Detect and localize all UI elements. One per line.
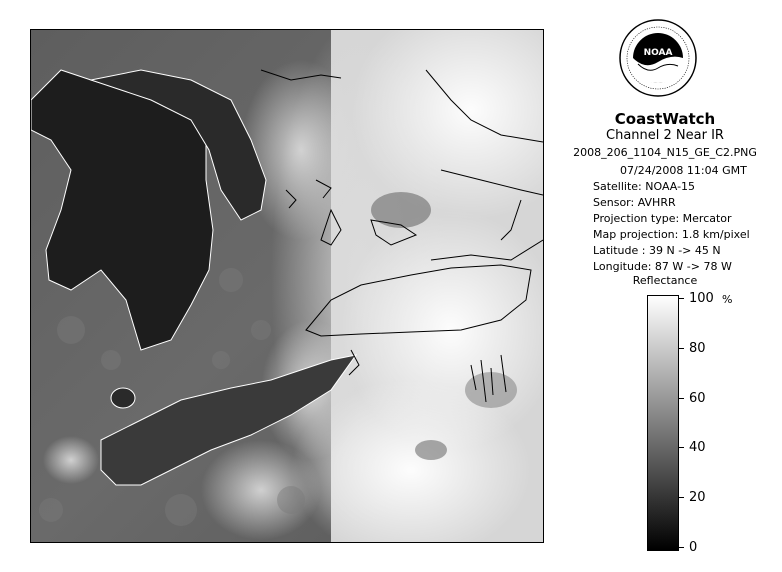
- satellite-map: [31, 30, 543, 542]
- colorbar-tick: [678, 298, 684, 299]
- file-name: 2008_206_1104_N15_GE_C2.PNG: [573, 146, 757, 159]
- logo-text: NOAA: [643, 48, 673, 58]
- colorbar-tick-label: 0: [689, 540, 698, 555]
- colorbar-tick: [678, 497, 684, 498]
- legend-title: Reflectance: [632, 274, 698, 287]
- datetime: 07/24/2008 11:04 GMT: [620, 164, 747, 177]
- colorbar-tick: [678, 447, 684, 448]
- colorbar-tick-label: 80: [689, 341, 706, 356]
- lake-st-clair: [111, 388, 135, 408]
- brand-title: CoastWatch: [614, 110, 716, 128]
- legend-unit: %: [722, 293, 733, 306]
- latitude-range: Latitude : 39 N -> 45 N: [593, 244, 721, 257]
- colorbar-tick-label: 60: [689, 391, 706, 406]
- colorbar-tick: [678, 348, 684, 349]
- noaa-logo: [618, 18, 698, 98]
- longitude-range: Longitude: 87 W -> 78 W: [593, 260, 732, 273]
- projection-type: Projection type: Mercator: [593, 212, 732, 225]
- colorbar-tick-label: 20: [689, 490, 706, 505]
- channel-name: Channel 2 Near IR: [606, 128, 724, 143]
- colorbar-tick-label: 40: [689, 440, 706, 455]
- satellite-image: [30, 29, 544, 543]
- colorbar-tick: [678, 547, 684, 548]
- reflectance-colorbar: [647, 295, 679, 551]
- colorbar-tick: [678, 398, 684, 399]
- colorbar-tick-label: 100: [689, 291, 714, 306]
- map-projection: Map projection: 1.8 km/pixel: [593, 228, 750, 241]
- sensor: Sensor: AVHRR: [593, 196, 676, 209]
- satellite: Satellite: NOAA-15: [593, 180, 696, 193]
